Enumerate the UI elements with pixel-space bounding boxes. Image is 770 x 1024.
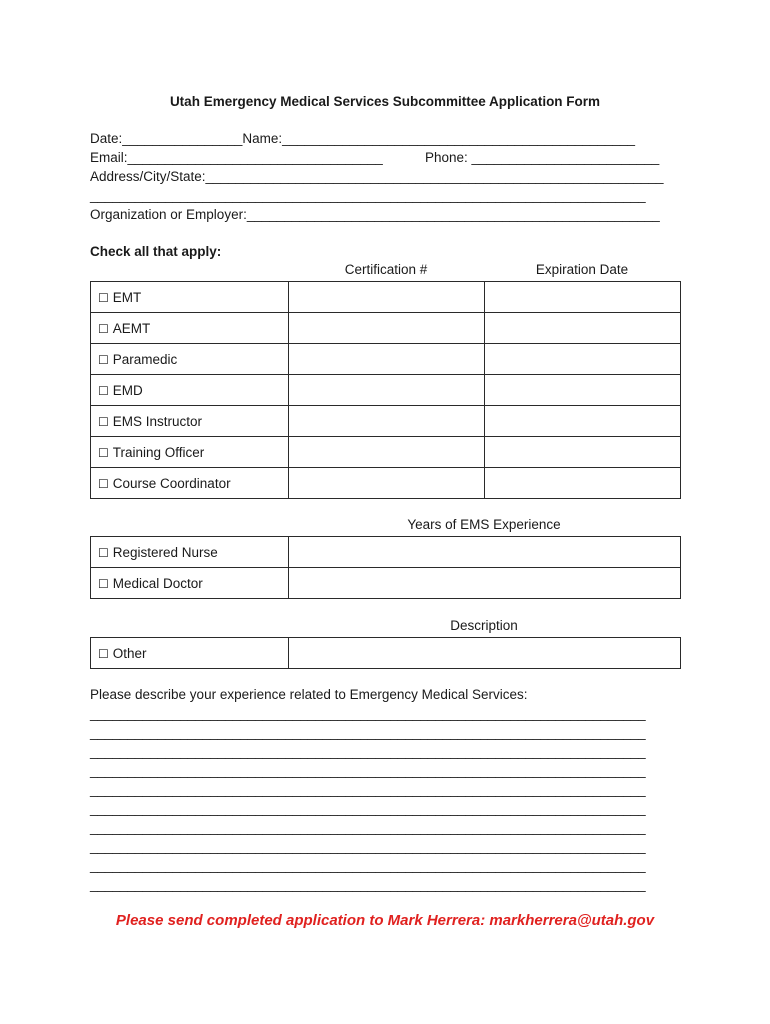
paramedic-certification-field[interactable]	[289, 344, 485, 375]
years-experience-header: Years of EMS Experience	[407, 517, 561, 532]
describe-prompt: Please describe your experience related to Emergency Medical Services:	[90, 687, 528, 702]
cert-row-aemt	[91, 313, 681, 344]
emt-expiration-field[interactable]	[485, 282, 681, 313]
description-header: Description	[450, 618, 518, 633]
experience-line-8[interactable]: __________________________________________________________________________	[90, 839, 646, 854]
cert-row-emd	[91, 375, 681, 406]
ems-instructor-checkbox[interactable]: ☐ EMS Instructor	[91, 406, 289, 437]
other-row	[91, 638, 681, 669]
course-coordinator-checkbox[interactable]: ☐ Course Coordinator	[91, 468, 289, 499]
emt-certification-field[interactable]	[289, 282, 485, 313]
emd-checkbox[interactable]: ☐ EMD	[91, 375, 289, 406]
experience-line-5[interactable]: __________________________________________________________________________	[90, 782, 646, 797]
checkbox-icon[interactable]: ☐	[98, 290, 109, 305]
course-coordinator-expiration-field[interactable]	[485, 468, 681, 499]
paramedic-checkbox[interactable]: ☐ Paramedic	[91, 344, 289, 375]
checkbox-icon[interactable]: ☐	[98, 476, 109, 491]
experience-line-3[interactable]: __________________________________________________________________________	[90, 744, 646, 759]
registered-nurse-checkbox[interactable]: ☐ Registered Nurse	[91, 537, 289, 568]
experience-line-7[interactable]: __________________________________________________________________________	[90, 820, 646, 835]
expiration-header: Expiration Date	[535, 262, 629, 277]
checkbox-icon[interactable]: ☐	[98, 646, 109, 661]
ems-instructor-expiration-field[interactable]	[485, 406, 681, 437]
experience-line-9[interactable]: __________________________________________________________________________	[90, 858, 646, 873]
certification-header: Certification #	[344, 262, 428, 277]
organization-line[interactable]: Organization or Employer:_______________________________________________________	[90, 207, 660, 222]
address-line[interactable]: Address/City/State:_____________________________________________________________	[90, 169, 664, 184]
other-table	[90, 637, 681, 669]
medical-doctor-years-field[interactable]	[289, 568, 681, 599]
experience-line-6[interactable]: __________________________________________________________________________	[90, 801, 646, 816]
cert-row-paramedic	[91, 344, 681, 375]
submission-instructions: Please send completed application to Mark Herrera: markherrera@utah.gov	[115, 912, 655, 929]
aemt-certification-field[interactable]	[289, 313, 485, 344]
paramedic-expiration-field[interactable]	[485, 344, 681, 375]
other-description-field[interactable]	[289, 638, 681, 669]
emt-checkbox[interactable]: ☐ EMT	[91, 282, 289, 313]
check-all-heading: Check all that apply:	[90, 244, 222, 259]
emd-certification-field[interactable]	[289, 375, 485, 406]
checkbox-icon[interactable]: ☐	[98, 383, 109, 398]
registered-nurse-years-field[interactable]	[289, 537, 681, 568]
aemt-expiration-field[interactable]	[485, 313, 681, 344]
aemt-checkbox[interactable]: ☐ AEMT	[91, 313, 289, 344]
ems-instructor-certification-field[interactable]	[289, 406, 485, 437]
other-checkbox[interactable]: ☐ Other	[91, 638, 289, 669]
experience-table	[90, 536, 681, 599]
experience-line-10[interactable]: __________________________________________________________________________	[90, 877, 646, 892]
experience-line-1[interactable]: __________________________________________________________________________	[90, 706, 646, 721]
training-officer-expiration-field[interactable]	[485, 437, 681, 468]
checkbox-icon[interactable]: ☐	[98, 576, 109, 591]
emd-expiration-field[interactable]	[485, 375, 681, 406]
experience-line-4[interactable]: __________________________________________________________________________	[90, 763, 646, 778]
cert-row-ems-instructor	[91, 406, 681, 437]
checkbox-icon[interactable]: ☐	[98, 321, 109, 336]
address-line-2[interactable]: __________________________________________________________________________	[90, 188, 646, 203]
training-officer-certification-field[interactable]	[289, 437, 485, 468]
checkbox-icon[interactable]: ☐	[98, 445, 109, 460]
cert-row-training-officer	[91, 437, 681, 468]
cert-row-course-coordinator	[91, 468, 681, 499]
experience-line-2[interactable]: __________________________________________________________________________	[90, 725, 646, 740]
phone-line[interactable]: Phone: _________________________	[425, 150, 660, 165]
cert-row-emt	[91, 282, 681, 313]
checkbox-icon[interactable]: ☐	[98, 352, 109, 367]
course-coordinator-certification-field[interactable]	[289, 468, 485, 499]
form-title: Utah Emergency Medical Services Subcommittee Application Form	[169, 94, 601, 109]
certification-table	[90, 281, 681, 499]
checkbox-icon[interactable]: ☐	[98, 414, 109, 429]
exp-row-registered-nurse	[91, 537, 681, 568]
medical-doctor-checkbox[interactable]: ☐ Medical Doctor	[91, 568, 289, 599]
date-name-line[interactable]: Date:________________Name:_______________________________________________	[90, 131, 636, 146]
email-line[interactable]: Email:__________________________________	[90, 150, 383, 165]
checkbox-icon[interactable]: ☐	[98, 545, 109, 560]
training-officer-checkbox[interactable]: ☐ Training Officer	[91, 437, 289, 468]
exp-row-medical-doctor	[91, 568, 681, 599]
